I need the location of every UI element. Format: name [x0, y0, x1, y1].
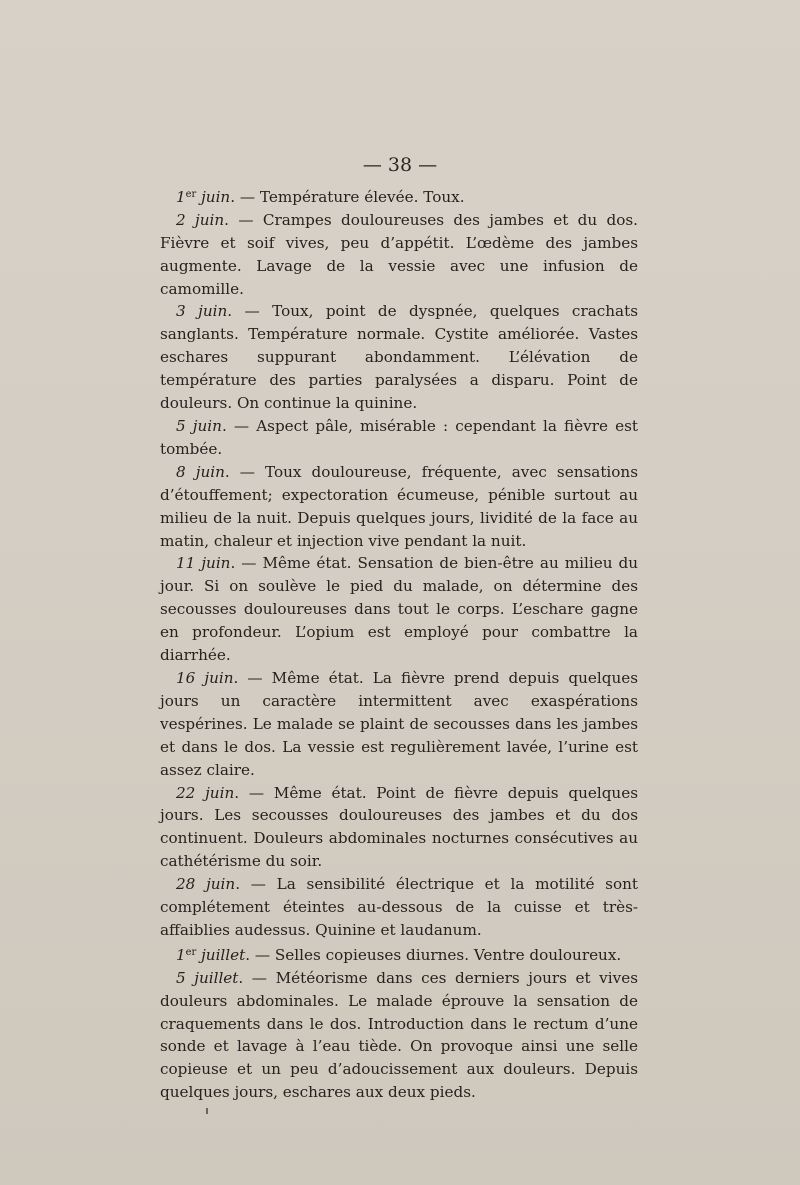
entry-16-juin [160, 667, 638, 782]
entry-text: . — Selles copieuses diurnes. Ventre douloureux. [245, 945, 622, 964]
entry-text: . — Crampes douloureuses des jambes et du dos. Fièvre et soif vives, peu d’appétit. L’œdème des jambes augmente. Lavage de la vessie avec une infusion de camomille. [160, 210, 638, 298]
entry-month: juin [205, 783, 235, 802]
entry-text: . — Même état. La fièvre prend depuis quelques jours un caractère intermittent avec exaspérations vespérines. Le malade se plaint de secousses dans les jambes et dans le dos. La vessie est regulièrement lavée, l’urine est assez claire. [160, 668, 639, 779]
entry-2-juin [160, 209, 638, 301]
entry-date [176, 669, 234, 687]
entry-day: 16 [176, 668, 196, 687]
entry-day: 8 [176, 462, 186, 481]
entry-month: juillet [201, 945, 246, 964]
entry-date [176, 784, 234, 802]
entry-22-juin [160, 782, 638, 874]
entry-date [176, 875, 235, 893]
print-speck [206, 1108, 208, 1114]
page-number: — 38 — [362, 154, 438, 176]
entry-day: 5 [176, 417, 186, 435]
entry-8-juin [160, 461, 638, 553]
entry-month: juin [198, 302, 228, 321]
entry-date [176, 417, 222, 435]
entry-day: 1 [176, 187, 186, 206]
entry-text: . — Toux douloureuse, fréquente, avec sensations d’étouffement; expectoration écumeuse, pénible surtout au milieu de la nuit. Depuis quelques jours, lividité de la face au matin, chaleur et injection vive pendant la nuit. [160, 462, 638, 550]
entry-month: juin [195, 210, 225, 229]
entry-date [176, 211, 224, 229]
entry-5-juin [160, 415, 638, 461]
entry-day: 11 [176, 554, 196, 573]
entry-text: . — Toux, point de dyspnée, quelques crachats sanglants. Température normale. Cystite améliorée. Vastes eschares suppurant abondamment. L’élévation de température des parties paralysées a disparu. Point de douleurs. On continue la quinine. [160, 302, 638, 413]
entry-day: 1 [176, 945, 186, 964]
entry-text: . — Même état. Sensation de bien-être au milieu du jour. Si on soulève le pied du malade, on détermine des secousses douloureuses dans tout le corps. L’eschare gagne en profondeur. L’opium est employé pour combattre la diarrhée. [160, 554, 638, 665]
entry-text: . — Météorisme dans ces derniers jours et vives douleurs abdominales. Le malade éprouve la sensation de craquements dans le dos. Introduction dans le rectum d’une sonde et lavage à l’eau tiède. On provoque ainsi une selle copieuse et un peu d’adoucissement aux douleurs. Depuis quelques jours, eschares aux deux pieds. [160, 968, 638, 1102]
entry-day: 5 [176, 968, 186, 987]
entry-date [176, 946, 245, 964]
entry-text: . — La sensibilité électrique et la motilité sont complétement éteintes au-dessous de la cuisse et très-affaiblies audessus. Quinine et laudanum. [160, 875, 638, 939]
entry-month: juin [206, 875, 236, 894]
entry-text: . — Température élevée. Toux. [230, 187, 465, 206]
entry-date [176, 554, 230, 572]
entry-date [176, 463, 225, 481]
entry-day-suffix: er [185, 189, 197, 200]
entry-month: juin [201, 554, 231, 573]
entry-28-juin [160, 873, 638, 942]
journal-text [160, 184, 638, 1104]
entry-date [176, 188, 230, 206]
entry-text: . — Aspect pâle, misérable : cependant la fièvre est tombée. [160, 417, 638, 458]
entry-5-juillet [160, 967, 638, 1104]
entry-month: juin [201, 187, 231, 206]
entry-11-juin [160, 552, 638, 667]
entry-month: juin [204, 668, 234, 687]
entry-month: juin [192, 417, 222, 435]
entry-day: 28 [176, 875, 196, 894]
entry-3-juin [160, 300, 638, 415]
entry-date [176, 302, 227, 320]
entry-day: 22 [176, 783, 196, 802]
entry-day: 3 [176, 302, 186, 321]
entry-month: juillet [194, 968, 239, 987]
entry-day: 2 [176, 210, 186, 229]
entry-1-juillet [160, 942, 638, 967]
entry-date [176, 969, 238, 987]
entry-month: juin [195, 462, 225, 481]
entry-day-suffix: er [185, 946, 197, 958]
entry-text: . — Même état. Point de fièvre depuis quelques jours. Les secousses douloureuses des jambes et du dos continuent. Douleurs abdominales nocturnes consécutives au cathétérisme du soir. [160, 783, 638, 871]
entry-1-juin [160, 184, 638, 209]
